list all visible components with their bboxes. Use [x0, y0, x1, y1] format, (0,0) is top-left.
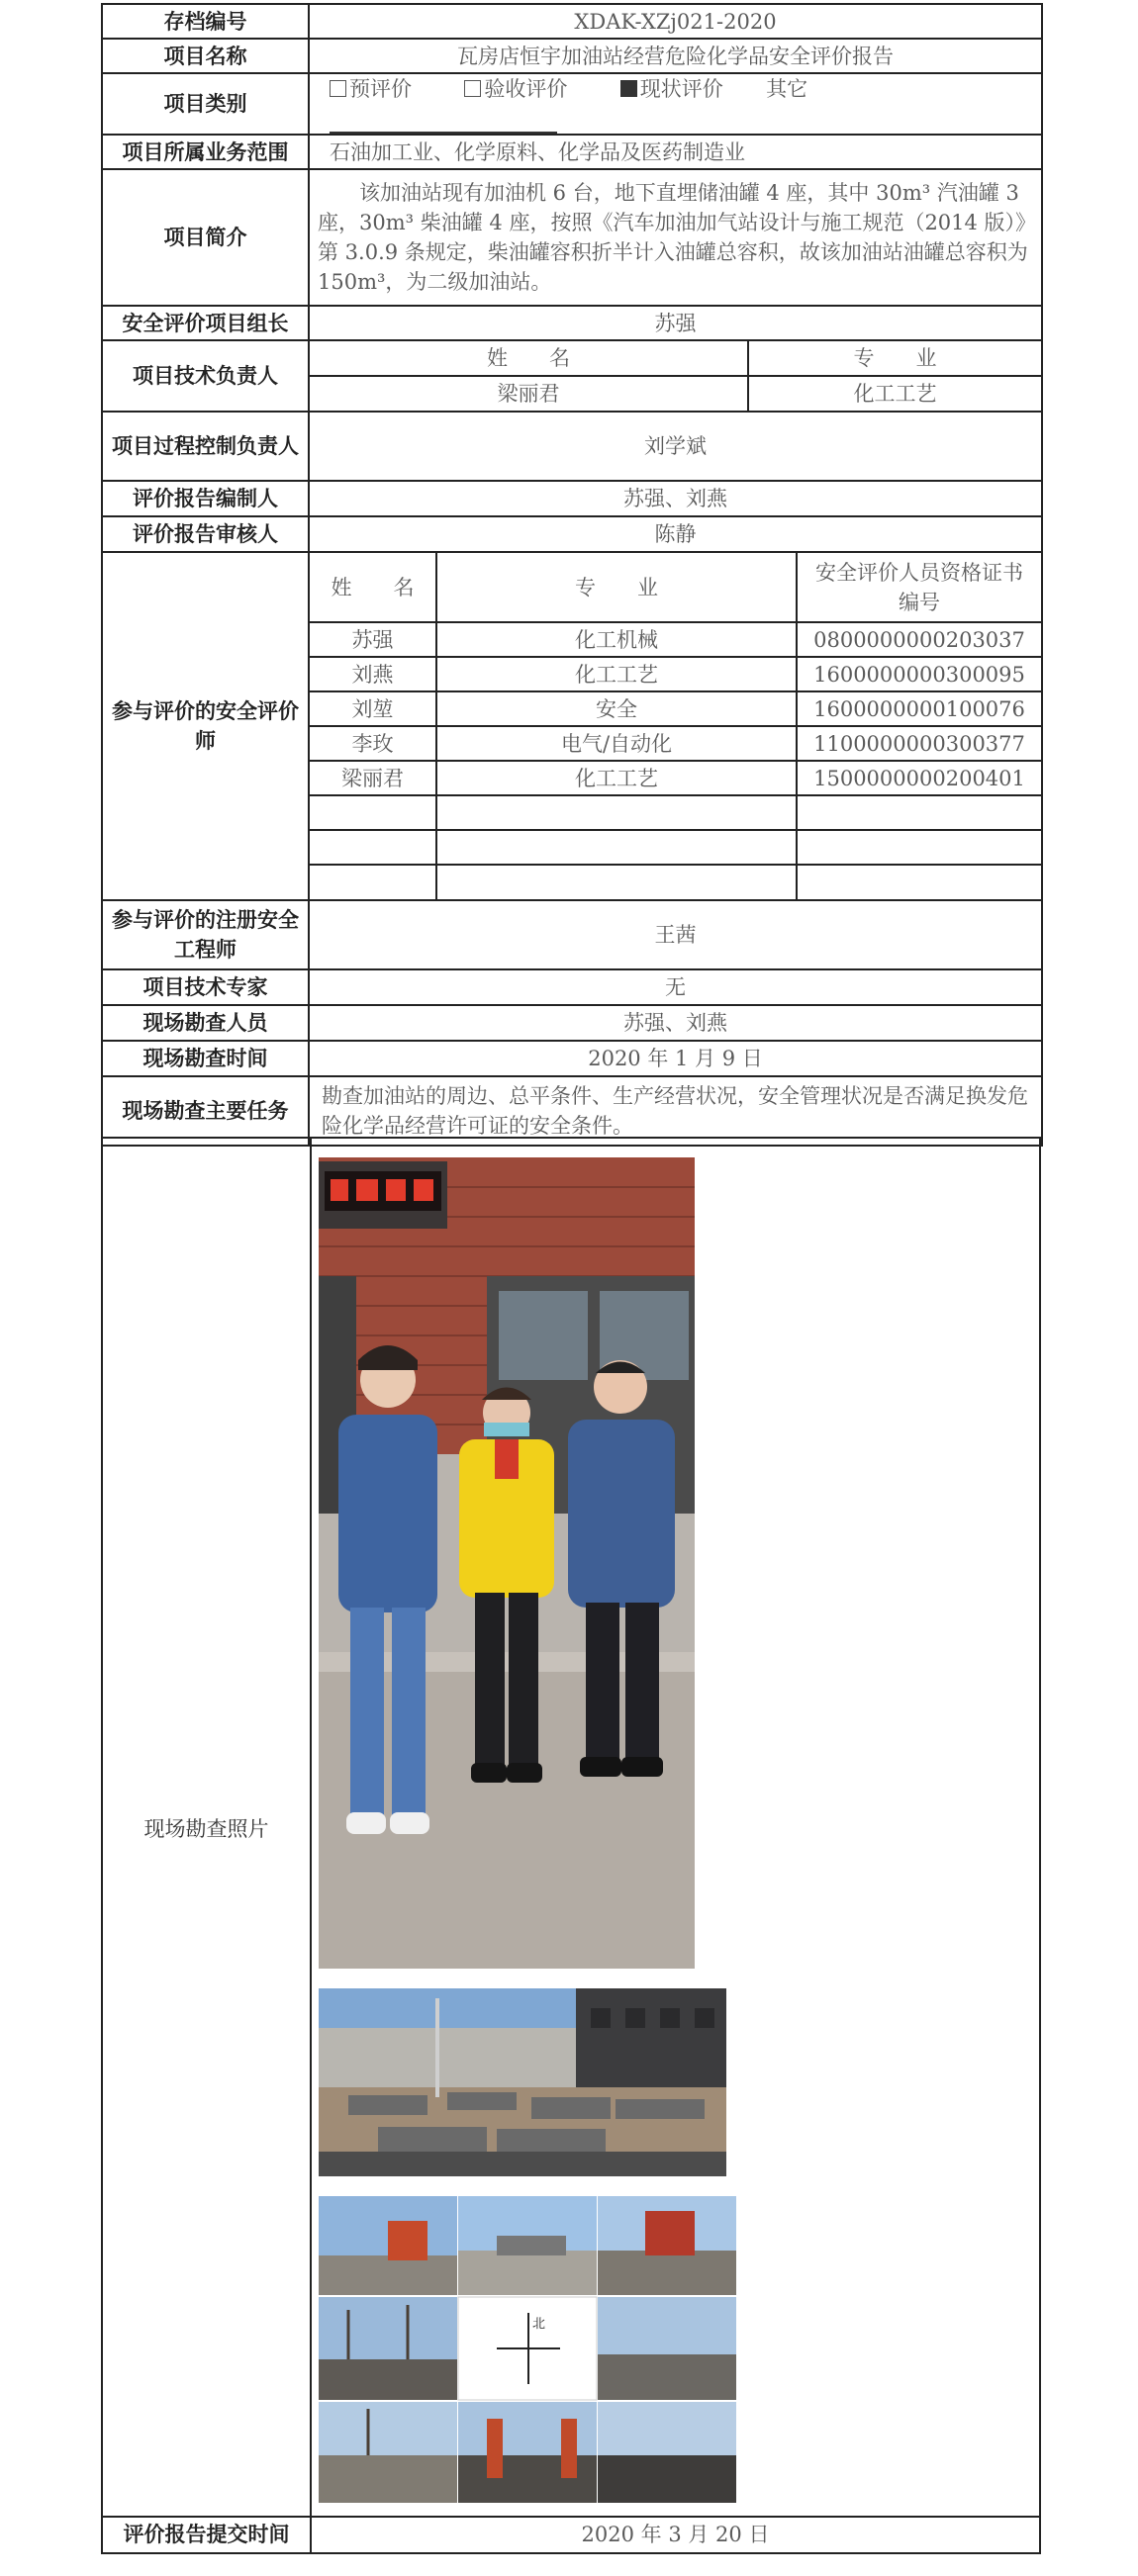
archive-value: XDAK-XZj021-2020	[309, 4, 1042, 39]
team-leader-label: 安全评价项目组长	[102, 306, 309, 340]
survey-task-label: 现场勘查主要任务	[102, 1076, 309, 1146]
row-survey-task	[102, 1076, 1042, 1146]
evaluator-name	[310, 865, 436, 899]
row-submit-time	[101, 2516, 1041, 2554]
table-row	[310, 691, 1041, 726]
compiler-label: 评价报告编制人	[102, 481, 309, 516]
evaluators-header-name: 姓 名	[310, 553, 436, 622]
evaluator-major: 电气/自动化	[436, 726, 797, 761]
evaluator-cert: 1600000000100076	[797, 691, 1041, 726]
group-photo	[319, 1157, 695, 1969]
safety-engineer-value: 王茜	[309, 900, 1042, 969]
evaluator-major: 化工工艺	[436, 761, 797, 795]
evaluator-name	[310, 795, 436, 830]
evaluator-name: 梁丽君	[310, 761, 436, 795]
evaluators-header-cert: 安全评价人员资格证书编号	[797, 553, 1041, 622]
evaluator-major	[436, 830, 797, 865]
evaluator-name: 刘燕	[310, 657, 436, 691]
row-archive	[102, 4, 1042, 39]
row-reviewer	[102, 516, 1042, 552]
evaluator-cert: 1100000000300377	[797, 726, 1041, 761]
tank-area-photo	[319, 1988, 726, 2176]
evaluator-major	[436, 865, 797, 899]
row-compiler	[102, 481, 1042, 516]
photos-section	[101, 1137, 1041, 2518]
table-row	[310, 830, 1041, 865]
table-row	[310, 761, 1041, 795]
survey-task-value: 勘查加油站的周边、总平条件、生产经营状况，安全管理状况是否满足换发危险化学品经营许可证的安全条件。	[309, 1076, 1042, 1146]
evaluators-label: 参与评价的安全评价师	[102, 552, 309, 900]
evaluator-cert: 1500000000200401	[797, 761, 1041, 795]
row-survey-staff	[102, 1005, 1042, 1041]
process-control-value: 刘学斌	[309, 412, 1042, 481]
option-current: 现状评价	[639, 77, 723, 101]
checkbox-pre	[330, 80, 346, 97]
evaluator-major: 化工机械	[436, 622, 797, 657]
survey-time-value: 2020 年 1 月 9 日	[309, 1041, 1042, 1076]
info-table	[101, 3, 1043, 1147]
submit-time-value: 2020 年 3 月 20 日	[581, 2523, 770, 2546]
team-leader-value: 苏强	[309, 306, 1042, 340]
archive-label: 存档编号	[102, 4, 309, 39]
business-scope-value: 石油加工业、化学原料、化学品及医药制造业	[309, 135, 1042, 169]
reviewer-value: 陈静	[309, 516, 1042, 552]
option-other: 其它	[766, 77, 808, 101]
tech-lead-subtable	[310, 341, 1041, 411]
project-name-label: 项目名称	[102, 39, 309, 73]
photos-label-cell	[103, 1139, 312, 2516]
evaluators-header-row	[310, 553, 1041, 622]
project-type-label: 项目类别	[102, 73, 309, 135]
tech-lead-name: 梁丽君	[310, 376, 748, 411]
intro-value: 该加油站现有加油机 6 台，地下直埋储油罐 4 座，其中 30m³ 汽油罐 3 座，30m³ 柴油罐 4 座，按照《汽车加油加气站设计与施工规范（2014 版）》第 3.0.9 条规定，柴油罐容积折半计入油罐总容积，故该加油站油罐总容积为 150m³，为二级加油站。	[309, 169, 1042, 306]
tech-lead-major: 化工工艺	[748, 376, 1041, 411]
compiler-value: 苏强、刘燕	[309, 481, 1042, 516]
evaluator-cert: 1600000000300095	[797, 657, 1041, 691]
row-process-control	[102, 412, 1042, 481]
evaluator-cert	[797, 865, 1041, 899]
row-evaluators	[102, 552, 1042, 900]
other-underline	[330, 110, 557, 134]
evaluators-header-major: 专 业	[436, 553, 797, 622]
option-pre: 预评价	[349, 77, 412, 101]
evaluators-cell	[309, 552, 1042, 900]
evaluators-subtable	[310, 553, 1041, 899]
project-type-options	[309, 73, 1042, 135]
table-row	[310, 726, 1041, 761]
row-project-type	[102, 73, 1042, 135]
row-survey-time	[102, 1041, 1042, 1076]
reviewer-label: 评价报告审核人	[102, 516, 309, 552]
table-row	[310, 865, 1041, 899]
row-intro	[102, 169, 1042, 306]
tech-lead-cell	[309, 340, 1042, 412]
business-scope-label: 项目所属业务范围	[102, 135, 309, 169]
evaluator-cert	[797, 830, 1041, 865]
row-safety-engineer	[102, 900, 1042, 969]
project-name-value: 瓦房店恒宇加油站经营危险化学品安全评价报告	[309, 39, 1042, 73]
evaluator-major: 安全	[436, 691, 797, 726]
evaluator-cert	[797, 795, 1041, 830]
evaluator-cert: 0800000000203037	[797, 622, 1041, 657]
evaluator-major: 化工工艺	[436, 657, 797, 691]
evaluator-name: 刘堃	[310, 691, 436, 726]
row-tech-lead	[102, 340, 1042, 412]
tech-expert-label: 项目技术专家	[102, 969, 309, 1005]
table-row	[310, 657, 1041, 691]
photos-label: 现场勘查照片	[143, 1817, 269, 1841]
table-row	[310, 795, 1041, 830]
survey-time-label: 现场勘查时间	[102, 1041, 309, 1076]
checkbox-acceptance	[464, 80, 481, 97]
intro-label: 项目简介	[102, 169, 309, 306]
row-business-scope	[102, 135, 1042, 169]
checkbox-current	[620, 80, 637, 97]
submit-time-label: 评价报告提交时间	[103, 2518, 312, 2552]
evaluator-name	[310, 830, 436, 865]
survey-staff-label: 现场勘查人员	[102, 1005, 309, 1041]
tech-lead-label: 项目技术负责人	[102, 340, 309, 412]
compass-north-label: 北	[532, 2317, 546, 2332]
surroundings-photo-grid	[319, 2196, 736, 2503]
table-row	[310, 622, 1041, 657]
row-project-name	[102, 39, 1042, 73]
tech-lead-name-header: 姓 名	[310, 341, 748, 376]
evaluator-name: 李玫	[310, 726, 436, 761]
option-acceptance: 验收评价	[484, 77, 568, 101]
process-control-label: 项目过程控制负责人	[102, 412, 309, 481]
tech-expert-value: 无	[309, 969, 1042, 1005]
survey-staff-value: 苏强、刘燕	[309, 1005, 1042, 1041]
tech-lead-major-header: 专 业	[748, 341, 1041, 376]
evaluator-name: 苏强	[310, 622, 436, 657]
safety-engineer-label: 参与评价的注册安全工程师	[102, 900, 309, 969]
row-team-leader	[102, 306, 1042, 340]
row-tech-expert	[102, 969, 1042, 1005]
evaluator-major	[436, 795, 797, 830]
